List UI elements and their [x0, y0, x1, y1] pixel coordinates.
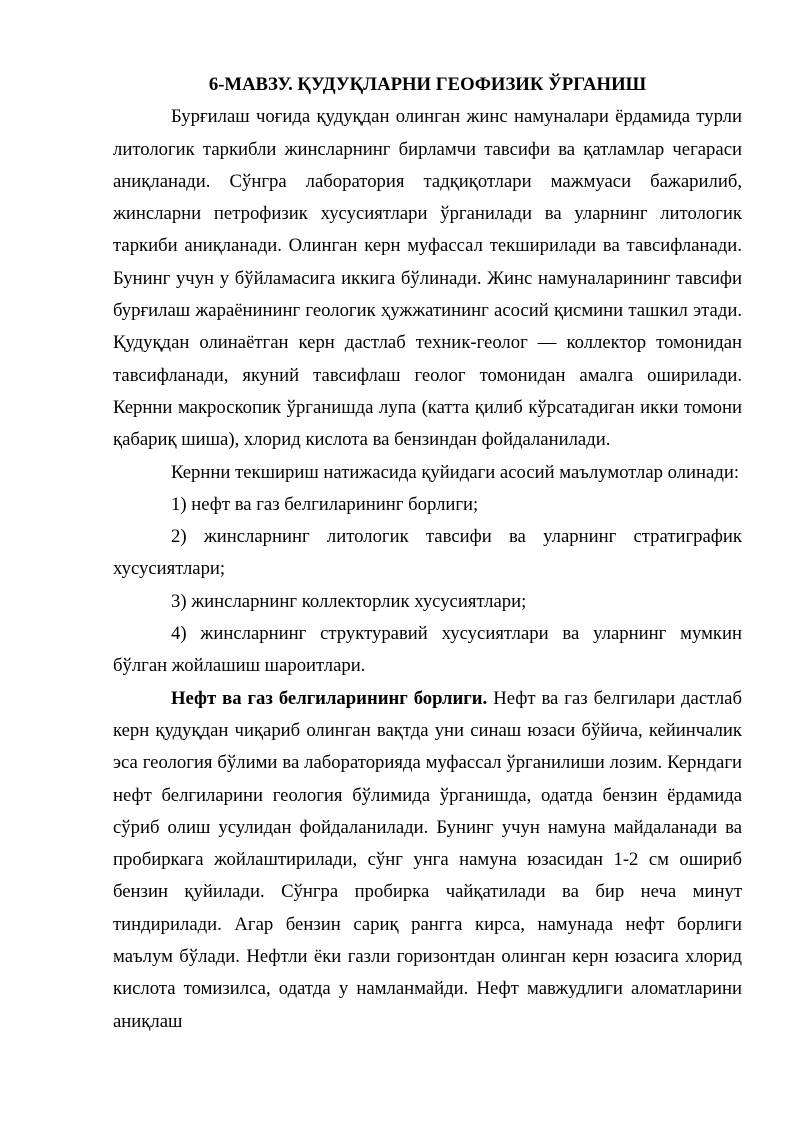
paragraph-results — [113, 457, 742, 489]
paragraph-text: Нефт ва газ белгилари дастлаб керн қудуқдан чиқариб олинган вақтда уни синаш юзаси бўйича, кейинчалик эса геология бўлими ва лабораторияда муфассал ўрганилиши лозим. Керндаги нефт белгиларини геология бўлимида ўрганишда, одатда бензин ёрдамида сўриб олиш усулидан фойдаланилади. Бунинг учун намуна майдаланади ва пробиркага жойлаштирилади, сўнг унга намуна юзасидан 1-2 см ошириб бензин қуйилади. Сўнгра пробирка чайқатилади ва бир неча минут тиндирилади. Агар бензин сариқ рангга кирса, намунада нефт борлиги маълум бўлади. Нефтли ёки газли горизонтдан олинган керн юзасига хлорид кислота томизилса, одатда у намланмайди. Нефт мавжудлиги аломатларини аниқлаш — [113, 687, 742, 1032]
document-page — [113, 69, 742, 1038]
paragraph-oil-gas — [113, 683, 742, 1038]
page-title: 6-МАВЗУ. ҚУДУҚЛАРНИ ГЕОФИЗИК ЎРГАНИШ — [208, 74, 647, 95]
list-item-text: 4) жинсларнинг структуравий хусусиятлари ва уларнинг мумкин бўлган жойлашиш шароитлари. — [113, 623, 742, 677]
list-item-2 — [113, 521, 742, 586]
list-item-1 — [113, 489, 742, 521]
list-item-3 — [113, 586, 742, 618]
list-item-text: 3) жинсларнинг коллекторлик хусусиятлари; — [171, 590, 527, 612]
paragraph-intro — [113, 101, 742, 456]
list-item-text: 1) нефт ва газ белгиларининг борлиги; — [171, 493, 479, 515]
list-item-text: 2) жинсларнинг литологик тавсифи ва уларнинг стратиграфик хусусиятлари; — [113, 526, 742, 580]
paragraph-text: Кернни текшириш натижасида қуйидаги асосий маълумотлар олинади: — [171, 461, 740, 483]
paragraph-text: Бурғилаш чоғида қудуқдан олинган жинс намуналари ёрдамида турли литологик таркибли жинсларнинг бирламчи тавсифи ва қатламлар чегараси аниқланади. Сўнгра лаборатория тадқиқотлари мажмуаси бажарилиб, жинсларни петрофизик хусусиятлари ўрганилади ва уларнинг литологик таркиби аниқланади. Олинган керн муфассал текширилади ва тавсифланади. Бунинг учун у бўйламасига иккига бўлинади. Жинс намуналарининг тавсифи бурғилаш жараёнининг геологик ҳужжатининг асосий қисмини ташкил этади. Қудуқдан олинаётган керн дастлаб техник-геолог — коллектор томонидан тавсифланади, якуний тавсифлаш геолог томонидан амалга оширилади. Кернни макроскопик ўрганишда лупа (катта қилиб кўрсатадиган икки томони қабариқ шиша), хлорид кислота ва бензиндан фойдаланилади. — [113, 106, 742, 451]
section-lead-heading: Нефт ва газ белгиларининг борлиги. — [171, 687, 488, 709]
list-item-4 — [113, 618, 742, 683]
